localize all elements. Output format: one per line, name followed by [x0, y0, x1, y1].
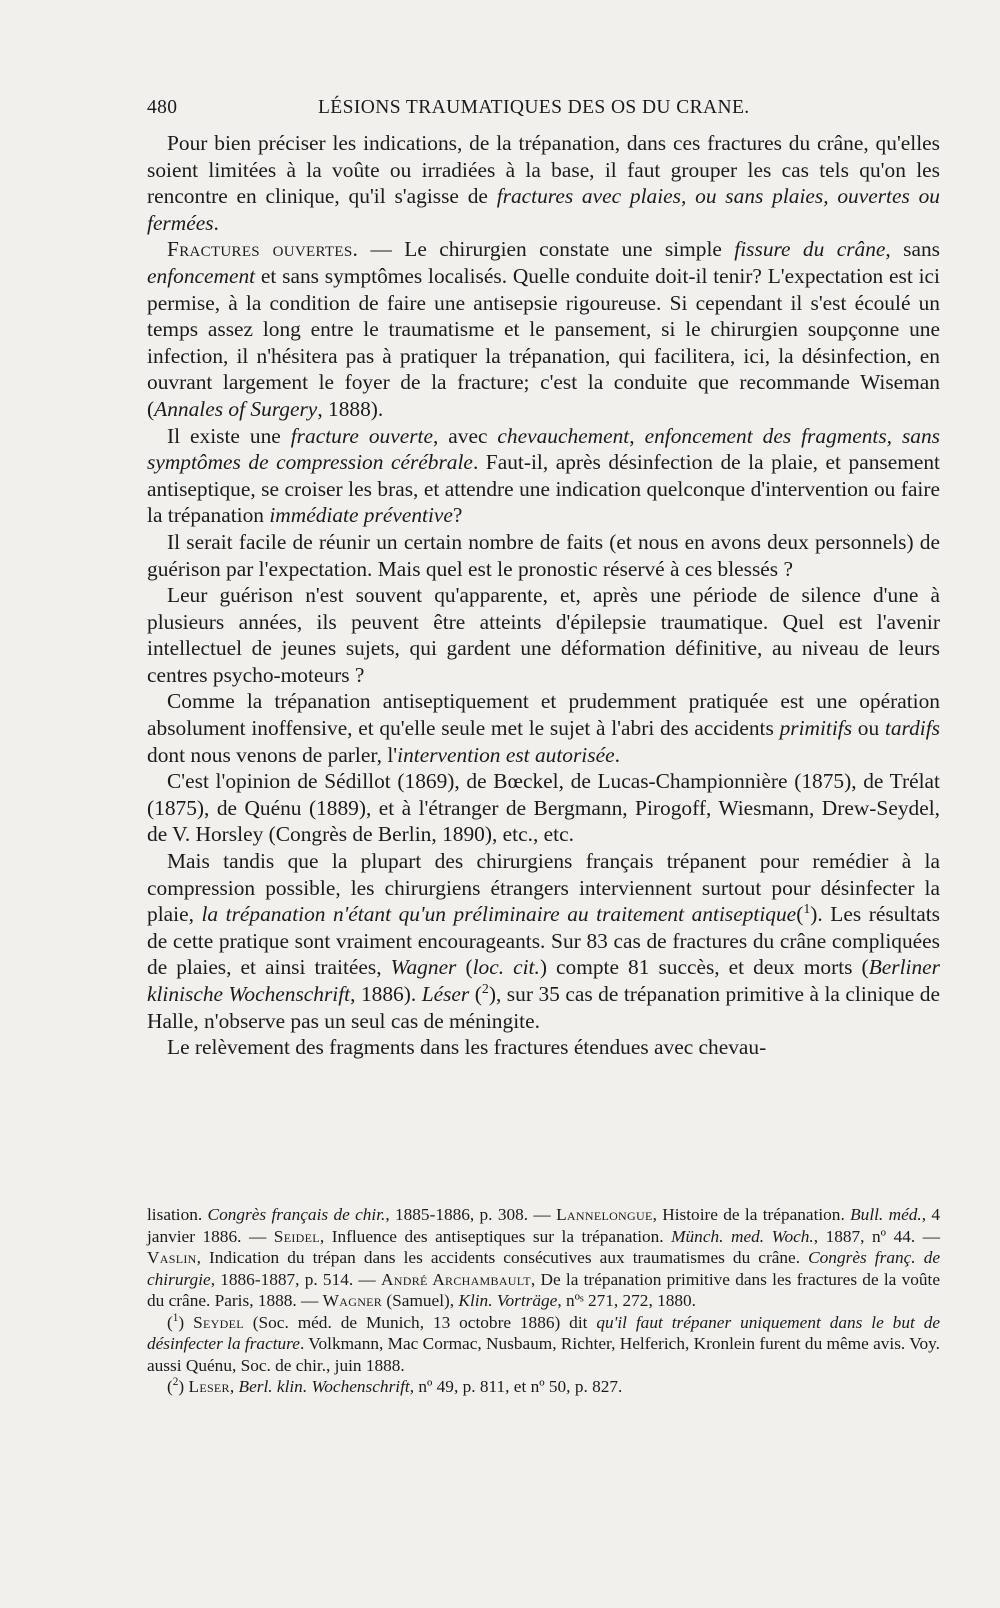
text-run: ( [167, 1377, 173, 1396]
emphasis: fissure du crâne [734, 237, 886, 262]
text-run: , [229, 1377, 239, 1396]
footnote-ref: 1 [803, 902, 811, 918]
text-run: , Indication du trépan dans les accidents consécutives aux traumatismes du crâne. [196, 1248, 809, 1267]
text-run: , De la trépanation primitive dans les fractures de la voûte du crâne. Paris, 1888. — [147, 1269, 940, 1310]
author-name: Leser [188, 1377, 230, 1396]
author-name: Lannelongue [556, 1205, 653, 1224]
citation-title: Congrès franç. de chirurgie [147, 1248, 941, 1289]
text-run: — Le chirurgien constate une simple [358, 237, 735, 262]
emphasis: enfoncement des fragments, sans symptômes de compression cérébrale [147, 423, 941, 475]
text-run: , nºˢ 271, 272, 1880. [557, 1291, 696, 1310]
text-run: et sans symptômes localisés. Quelle conduite doit-il tenir? L'expectation est ici permise, à la condition de faire une antisepsie rigoureuse. Si cependant il s'est écoulé un temps assez long entre le traumatisme et le pansement, si le chirurgien soupçonne une infection, il n'hésitera pas à pratiquer la trépanation, qui facilitera, ici, la désinfection, en ouvrant largement le foyer de la fracture; c'est la conduite que recommande Wiseman ( [147, 263, 940, 421]
text-run: Il existe une [167, 423, 291, 448]
text-run: , 1886-1887, p. 514. — [210, 1269, 381, 1289]
text-run: (Samuel), [382, 1291, 459, 1310]
citation-title: Berliner klinische Wochenschrift [147, 955, 940, 1006]
section-heading: Fractures ouvertes. [167, 237, 359, 262]
emphasis: chevauchement [497, 423, 630, 448]
paragraph-7: C'est l'opinion de Sédillot (1869), de Bœckel, de Lucas-Championnière (1875), de Trélat (1875), de Quénu (1889), et à l'étranger de Bergmann, Pirogoff, Wiesmann, Drew-Seydel, de V. Horsley (Congrès de Berlin, 1890), etc., etc. [147, 769, 940, 847]
text-run: ( [796, 902, 804, 927]
body-text [147, 130, 940, 1061]
text-run: ) compte 81 succès, et deux morts ( [539, 955, 869, 980]
paragraph-4: Il serait facile de réunir un certain nombre de faits (et nous en avons deux personnels) de guérison par l'expectation. Mais quel est le pronostic réservé à ces blessés ? [147, 529, 940, 581]
text-run: ( [167, 1312, 173, 1332]
text-run: , [629, 423, 645, 448]
author-name: Seidel [273, 1226, 320, 1246]
footnotes [147, 1204, 940, 1398]
paragraph-1 [147, 130, 940, 236]
footnote-marker: 1 [172, 1311, 179, 1324]
citation-title: Congrès français de chir. [207, 1205, 386, 1224]
emphasis: loc. cit. [472, 955, 540, 980]
text-run: (Soc. méd. de Munich, 13 octobre 1886) dit [243, 1312, 597, 1332]
emphasis: fracture ouverte [290, 423, 433, 448]
text-run: . [213, 210, 219, 235]
paragraph-5: Leur guérison n'est souvent qu'apparente, et, après une période de silence d'une à plusieurs années, ils peuvent être atteints d'épilepsie traumatique. Quel est l'avenir intellectuel de jeunes sujets, qui gardent une déformation définitive, au niveau de leurs centres psycho-moteurs ? [147, 583, 940, 687]
text-run: , 1885-1886, p. 308. — [385, 1205, 557, 1224]
text-run: , 1886). [350, 982, 422, 1006]
text-run: ? [452, 503, 463, 528]
paragraph-6 [147, 688, 940, 768]
text-run: , sans [885, 237, 940, 262]
footnote-1 [147, 1312, 940, 1377]
author-name: Vaslin [147, 1248, 197, 1267]
text-run: Pour bien préciser les indications, de la trépanation, dans ces fractures du crâne, qu'elles soient limitées à la voûte ou irradiées à la base, il faut grouper les cas tels qu'on les rencontre en clinique, qu'il s'agisse de [147, 131, 940, 209]
text-run: . Faut-il, après désinfection de la plaie, et pansement antiseptique, se croiser les bras, et attendre une indication quelconque d'intervention ou faire la trépanation [147, 450, 940, 528]
text-run: ou [852, 716, 885, 741]
author-name: Wagner [390, 955, 457, 980]
text-run: , nº 49, p. 811, et nº 50, p. 827. [409, 1377, 623, 1396]
paragraph-9: Le relèvement des fragments dans les fractures étendues avec chevau- [167, 1035, 767, 1060]
emphasis: qu'il faut trépaner uniquement dans le but de désinfecter la fracture [147, 1312, 941, 1353]
author-name: Wagner [322, 1291, 383, 1310]
text-run: . [614, 742, 620, 767]
text-run: , Influence des antiseptiques sur la trépanation. [319, 1226, 672, 1246]
citation-title: Münch. med. Woch. [671, 1226, 814, 1246]
author-name: Léser [421, 982, 470, 1006]
text-run: . Volkmann, Mac Cormac, Nusbaum, Richter, Helferich, Kronlein furent du même avis. Voy. aussi Quénu, Soc. de chir., juin 1888. [147, 1334, 940, 1375]
text-run: , 1887, nº 44. — [813, 1226, 940, 1246]
text-run: ). Les résultats de cette pratique sont vraiment encourageants. Sur 83 cas de fractures du crâne compliquées de plaies, et ainsi traitées, [147, 902, 941, 980]
text-run: , Histoire de la trépanation. [652, 1205, 851, 1224]
citation-title: Berl. klin. Wochenschrift [238, 1377, 410, 1396]
emphasis: enfoncement [147, 263, 256, 288]
text-run: , 1888). [317, 396, 384, 421]
page-number: 480 [147, 97, 178, 118]
text-run: Comme la trépanation antiseptiquement et prudemment pratiquée est une opération absolument inoffensive, et qu'elle seule met le sujet à l'abri des accidents [147, 689, 940, 741]
emphasis: la trépanation n'étant qu'un préliminaire au traitement antiseptique [201, 902, 797, 927]
text-run: lisation. [147, 1205, 208, 1224]
text-run: ) [178, 1377, 189, 1396]
citation-title: Annales of Surgery [154, 396, 318, 421]
text-run: dont nous venons de parler, l' [147, 742, 398, 767]
emphasis: intervention est autorisée [397, 742, 615, 767]
footnote-continuation [147, 1204, 940, 1312]
footnote-marker: 2 [172, 1376, 179, 1389]
text-run: , avec [432, 423, 498, 448]
emphasis: fractures avec plaies, ou sans plaies, ouvertes ou fermées [147, 184, 941, 235]
text-run: ) [178, 1312, 194, 1332]
emphasis: primitifs [779, 716, 853, 741]
author-name: André Archambault [380, 1269, 531, 1289]
citation-title: Klin. Vorträge [458, 1291, 558, 1310]
text-run: ), sur 35 cas de trépanation primitive à la clinique de Halle, n'observe pas un seul cas de méningite. [147, 982, 940, 1033]
text-run: ( [456, 955, 473, 980]
footnote-ref: 2 [481, 981, 489, 997]
text-run: ( [469, 982, 482, 1006]
paragraph-2 [147, 236, 940, 422]
paragraph-3 [147, 423, 940, 529]
footnote-2 [147, 1376, 940, 1398]
paragraph-8 [147, 848, 940, 1034]
running-title: LÉSIONS TRAUMATIQUES DES OS DU CRANE. [318, 97, 750, 118]
text-run: , 4 janvier 1886. — [147, 1205, 941, 1246]
emphasis: immédiate préventive [269, 503, 453, 528]
citation-title: Bull. méd. [850, 1205, 922, 1224]
author-name: Seydel [193, 1312, 244, 1332]
text-run: Mais tandis que la plupart des chirurgiens français trépanent pour remédier à la compression possible, les chirurgiens étrangers interviennent surtout pour désinfecter la plaie, [147, 849, 940, 927]
emphasis: tardifs [884, 716, 940, 741]
